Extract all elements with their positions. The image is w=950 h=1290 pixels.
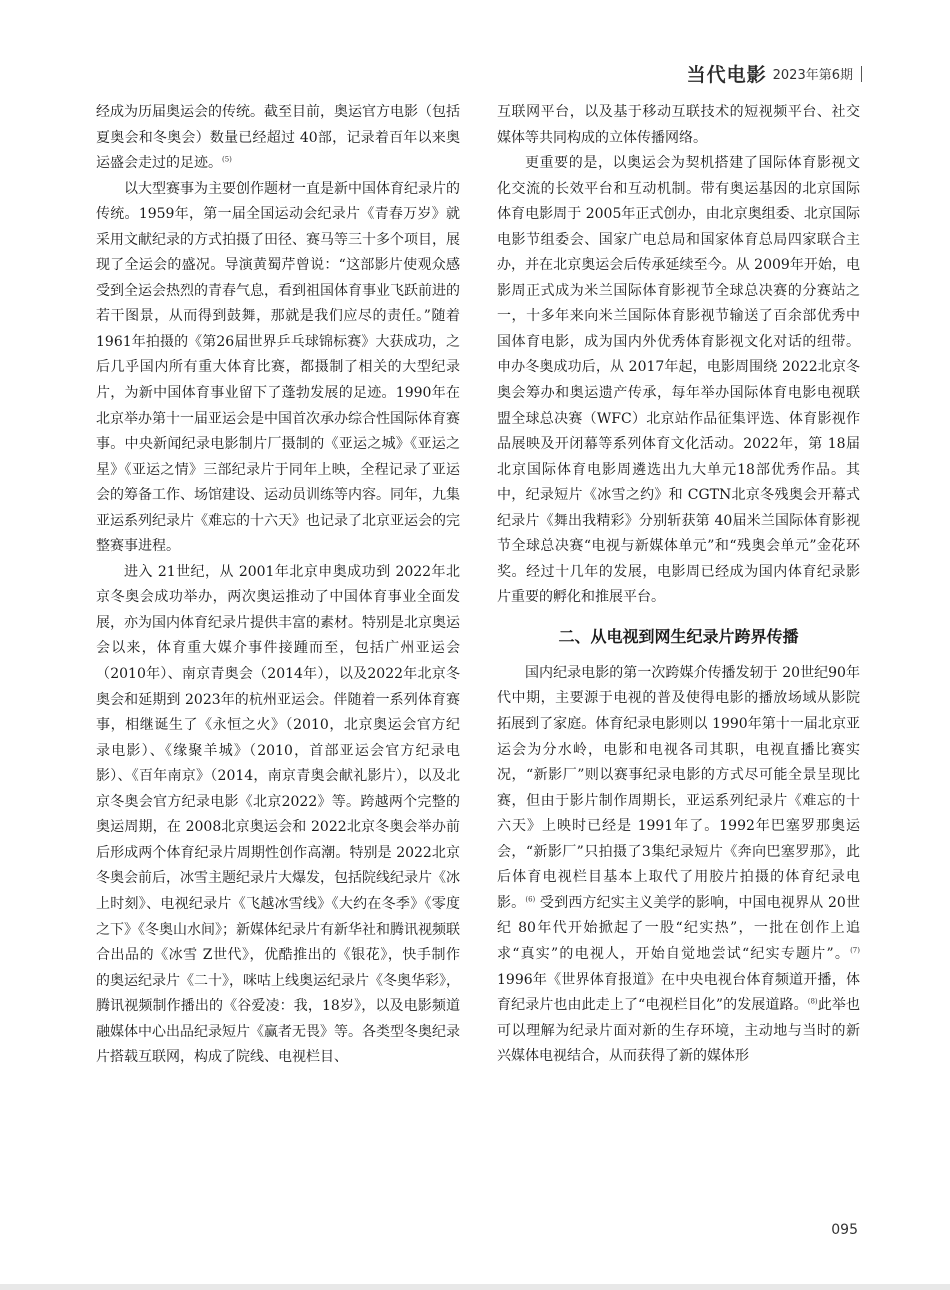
paragraph: 互联网平台，以及基于移动互联技术的短视频平台、社交媒体等共同构成的立体传播网络。 xyxy=(497,104,860,146)
paragraph: 经成为历届奥运会的传统。截至目前，奥运官方电影（包括夏奥会和冬奥会）数量已经超过 40部，记录着百年以来奥运盛会走过的足迹。$^{(5)}$ xyxy=(96,104,460,172)
running-header xyxy=(687,60,862,87)
paragraph: 更重要的是，以奥运会为契机搭建了国际体育影视文化交流的长效平台和互动机制。带有奥运基因的北京国际体育电影周于 2005年正式创办，由北京奥组委、北京国际电影节组委会、国家广电总局和国家体育总局四家联合主办，并在北京奥运会后传承延续至今。从 2009年开始，电影周正式成为米兰国际体育影视节全球总决赛的分赛站之一，十多年来向米兰国际体育影视节输送了百余部优秀中国体育电影，成为国内外优秀体育影视文化对话的纽带。申办冬奥成功后，从 2017年起，电影周围绕 2022北京冬奥会筹办和奥运遗产传承，每年举办国际体育电影电视联盟全球总决赛（WFC）北京站作品征集评选、体育影视作品展映及开闭幕等系列体育文化活动。2022年，第 18届北京国际体育电影周遴选出九大单元18部优秀作品。其中，纪录短片《冰雪之约》和 CGTN北京冬残奥会开幕式纪录片《舞出我精彩》分别斩获第 40届米兰国际体育影视节全球总决赛“电视与新媒体单元”和“残奥会单元”金花环奖。经过十几年的发展，电影周已经成为国内体育纪录影片重要的孵化和推展平台。 xyxy=(497,155,860,606)
paragraph: 国内纪录电影的第一次跨媒介传播发轫于 20世纪90年代中期，主要源于电视的普及使得电影的播放场域从影院拓展到了家庭。体育纪录电影则以 1990年第十一届北京亚运会为分水岭，电影和电视各司其职，电视直播比赛实况，“新影厂”则以赛事纪录电影的方式尽可能全景呈现比赛，但由于影片制作周期长，亚运系列纪录片《难忘的十六天》上映时已经是 1991年了。1992年巴塞罗那奥运会，“新影厂”只拍摄了3集纪录短片《奔向巴塞罗那》，此后体育电视栏目基本上取代了用胶片拍摄的体育纪录电影。$^{(6)}$ 受到西方纪实主义美学的影响，中国电视界从 20世纪 80年代开始掀起了一股“纪实热”，一批在创作上追求“真实”的电视人，开始自觉地尝试“纪实专题片”。$^{(7)}$ 1996年《世界体育报道》在中央电视台体育频道开播，体育纪录片也由此走上了“电视栏目化”的发展道路。$^{(8)}$此举也可以理解为纪录片面对新的生存环境，主动地与当时的新兴媒体电视结合，从而获得了新的媒体形 xyxy=(497,664,861,1065)
footnote-ref[interactable]: (7) xyxy=(850,946,860,955)
footnote-ref[interactable]: (5) xyxy=(222,155,232,164)
page-number: 095 xyxy=(831,1222,858,1238)
paragraph: 进入 21世纪，从 2001年北京申奥成功到 2022年北京冬奥会成功举办，两次奥运推动了中国体育事业全面发展，亦为国内体育纪录片提供丰富的素材。特别是北京奥运会以来，体育重大媒介事件接踵而至，包括广州亚运会（2010年）、南京青奥会（2014年），以及2022年北京冬奥会和延期到 2023年的杭州亚运会。伴随着一系列体育赛事，相继诞生了《永恒之火》（2010，北京奥运会官方纪录电影）、《缘聚羊城》（2010，首部亚运会官方纪录电影）、《百年南京》（2014，南京青奥会献礼影片），以及北京冬奥会官方纪录电影《北京2022》等。跨越两个完整的奥运周期，在 2008北京奥运会和 2022北京冬奥会举办前后形成两个体育纪录片周期性创作高潮。特别是 2022北京冬奥会前后，冰雪主题纪录片大爆发，包括院线纪录片《冰上时刻》、电视纪录片《飞越冰雪线》《大约在冬季》《零度之下》《冬奥山水间》；新媒体纪录片有新华社和腾讯视频联合出品的《冰雪 Z世代》，优酷推出的《银花》，快手制作的奥运纪录片《二十》，咪咕上线奥运纪录片《冬奥华彩》，腾讯视频制作播出的《谷爱凌：我，18岁》，以及电影频道融媒体中心出品纪录短片《赢者无畏》等。各类型冬奥纪录片搭载互联网，构成了院线、电视栏目、 xyxy=(96,563,460,1066)
section-heading: 二、从电视到网生纪录片跨界传播 xyxy=(558,626,799,646)
footer-bar xyxy=(0,1284,950,1290)
journal-name: 当代电影 xyxy=(686,64,767,86)
footnote-ref[interactable]: (6) xyxy=(525,895,536,904)
footnote-ref[interactable]: (8) xyxy=(807,997,818,1006)
left-column xyxy=(96,100,460,1071)
paragraph: 以大型赛事为主要创作题材一直是新中国体育纪录片的传统。1959年，第一届全国运动会纪录片《青春万岁》就采用文献纪录的方式拍摄了田径、赛马等三十多个项目，展现了全运会的盛况。导演黄蜀芹曾说：“这部影片使观众感受到全运会热烈的青春气息，看到祖国体育事业飞跃前进的若干图景，从而得到鼓舞，那就是我们应尽的责任。”随着 1961年拍摄的《第26届世界乒乓球锦标赛》大获成功，之后几乎国内所有重大体育比赛，都摄制了相关的大型纪录片，为新中国体育事业留下了蓬勃发展的足迹。1990年在北京举办第十一届亚运会是中国首次承办综合性国际体育赛事。中央新闻纪录电影制片厂摄制的《亚运之城》《亚运之星》《亚运之情》三部纪录片于同年上映，全程记录了亚运会的筹备工作、场馆建设、运动员训练等内容。同年，九集亚运系列纪录片《难忘的十六天》也记录了北京亚运会的完整赛事进程。 xyxy=(96,180,460,555)
issue-label: 2023年第6期 xyxy=(772,68,853,83)
header-divider xyxy=(861,66,862,82)
right-column xyxy=(497,100,860,1070)
